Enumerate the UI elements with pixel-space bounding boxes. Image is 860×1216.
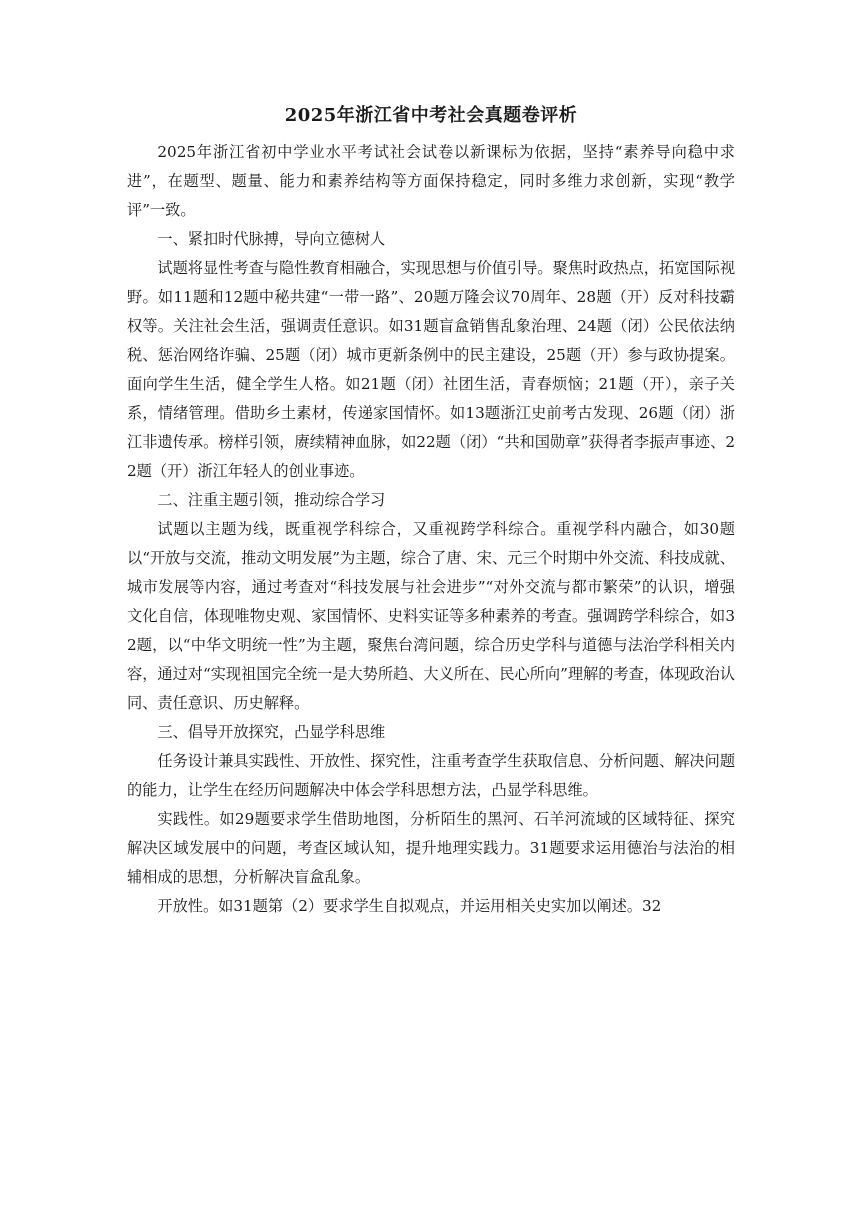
document-title: 2025年浙江省中考社会真题卷评析 [284,105,578,126]
section-2-heading: 二、注重主题引领，推动综合学习 [157,491,386,509]
section-3-heading: 三、倡导开放探究，凸显学科思维 [157,723,386,741]
section-2-paragraph: 试题以主题为线，既重视学科综合，又重视跨学科综合。重视学科内融合，如30题以“开放与交流，推动文明发展”为主题，综合了唐、宋、元三个时期中外交流、科技成就、城市发展等内容，通过考查对“科技发展与社会进步”“对外交流与都市繁荣”的认识，增强文化自信，体现唯物史观、家国情怀、史料实证等多种素养的考查。强调跨学科综合，如32题，以“中华文明统一性”为主题，聚焦台湾问题，综合历史学科与道德与法治学科相关内容，通过对“实现祖国完全统一是大势所趋、大义所在、民心所向”理解的考查，体现政治认同、责任意识、历史解释。 [127,520,735,712]
document-page [127,104,735,921]
section-1-heading: 一、紧扣时代脉搏，导向立德树人 [157,230,386,248]
intro-paragraph: 2025年浙江省初中学业水平考试社会试卷以新课标为依据，坚持“素养导向稳中求进”，在题型、题量、能力和素养结构等方面保持稳定，同时多维力求创新，实现“教学评”一致。 [127,143,735,219]
section-1-paragraph: 试题将显性考查与隐性教育相融合，实现思想与价值引导。聚焦时政热点，拓宽国际视野。如11题和12题中秘共建“一带一路”、20题万隆会议70周年、28题（开）反对科技霸权等。关注社会生活，强调责任意识。如31题盲盒销售乱象治理、24题（闭）公民依法纳税、惩治网络诈骗、25题（闭）城市更新条例中的民主建设，25题（开）参与政协提案。面向学生生活，健全学生人格。如21题（闭）社团生活，青春烦恼；21题（开），亲子关系，情绪管理。借助乡土素材，传递家国情怀。如13题浙江史前考古发现、26题（闭）浙江非遗传承。榜样引领，赓续精神血脉，如22题（闭）“共和国勋章”获得者李振声事迹、22题（开）浙江年轻人的创业事迹。 [127,259,735,480]
section-3-paragraph-3: 开放性。如31题第（2）要求学生自拟观点，并运用相关史实加以阐述。32 [157,897,662,915]
section-3-paragraph-1: 任务设计兼具实践性、开放性、探究性，注重考查学生获取信息、分析问题、解决问题的能力，让学生在经历问题解决中体会学科思想方法，凸显学科思维。 [127,752,735,799]
section-3-paragraph-2: 实践性。如29题要求学生借助地图，分析陌生的黑河、石羊河流域的区域特征、探究解决区域发展中的问题，考查区域认知，提升地理实践力。31题要求运用德治与法治的相辅相成的思想，分析解决盲盒乱象。 [127,810,735,886]
